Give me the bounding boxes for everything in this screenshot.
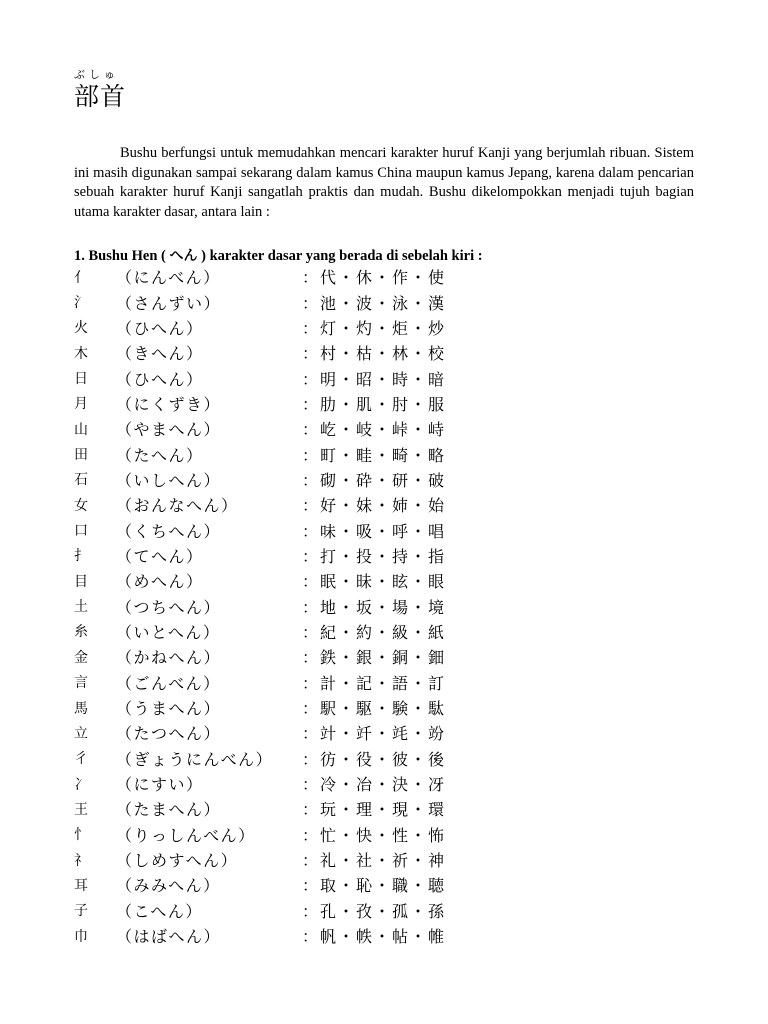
radical-symbol: 日 <box>74 371 88 388</box>
radical-symbol: 亻 <box>74 269 88 286</box>
radical-row <box>74 441 714 466</box>
example-kanji: 屹・岐・峠・峙 <box>320 420 447 440</box>
radical-row <box>74 847 714 872</box>
radical-reading: （つちへん） <box>116 597 222 617</box>
row-colon: ： <box>302 546 319 566</box>
radical-row <box>74 695 714 720</box>
row-colon: ： <box>302 572 319 592</box>
radical-symbol: 彳 <box>74 751 88 768</box>
example-kanji: 冷・冶・決・冴 <box>320 775 447 795</box>
radical-row <box>74 898 714 923</box>
radical-row <box>74 315 714 340</box>
example-kanji: 地・坂・場・境 <box>320 597 447 617</box>
radical-row <box>74 771 714 796</box>
example-kanji: 代・休・作・使 <box>320 268 447 288</box>
radical-reading: （しめすへん） <box>116 851 239 871</box>
row-colon: ： <box>302 724 319 744</box>
row-colon: ： <box>302 800 319 820</box>
section-heading-suffix: ) karakter dasar yang berada di sebelah kiri : <box>197 248 483 264</box>
example-kanji: 計・記・語・訂 <box>320 673 447 693</box>
radical-reading: （ごんべん） <box>116 673 221 693</box>
row-colon: ： <box>302 445 319 465</box>
title-furigana: ぶしゅ <box>74 68 119 81</box>
radical-reading: （りっしんべん） <box>116 825 256 845</box>
radical-row <box>74 644 714 669</box>
example-kanji: 帆・帙・帖・帷 <box>320 927 447 947</box>
radical-row <box>74 365 714 390</box>
radical-reading: （ひへん） <box>116 369 204 389</box>
title-block <box>74 68 126 112</box>
radical-symbol: 耳 <box>74 877 88 894</box>
radical-reading: （たまへん） <box>116 800 222 820</box>
radical-symbol: 山 <box>74 421 88 438</box>
radical-row <box>74 517 714 542</box>
row-colon: ： <box>302 496 319 516</box>
radical-reading: （はばへん） <box>116 927 222 947</box>
radical-row <box>74 340 714 365</box>
radical-row <box>74 593 714 618</box>
section-heading <box>74 245 483 265</box>
row-colon: ： <box>302 521 319 541</box>
row-colon: ： <box>302 622 319 642</box>
radical-row <box>74 872 714 897</box>
row-colon: ： <box>302 876 319 896</box>
radical-reading: （いとへん） <box>116 622 221 642</box>
radical-reading: （ぎょうにんべん） <box>116 749 274 769</box>
radical-reading: （さんずい） <box>116 293 222 313</box>
radical-row <box>74 923 714 948</box>
radical-row <box>74 796 714 821</box>
radical-reading: （にんべん） <box>116 268 221 288</box>
radical-reading: （たへん） <box>116 445 204 465</box>
row-colon: ： <box>302 268 319 288</box>
radical-symbol: 目 <box>74 573 88 590</box>
example-kanji: 打・投・持・指 <box>320 546 447 566</box>
radical-symbol: 口 <box>74 523 88 540</box>
row-colon: ： <box>302 901 319 921</box>
example-kanji: 村・枯・林・校 <box>320 344 447 364</box>
example-kanji: 肋・肌・肘・服 <box>320 394 447 414</box>
row-colon: ： <box>302 344 319 364</box>
radical-row <box>74 289 714 314</box>
radical-reading: （くちへん） <box>116 521 222 541</box>
radical-reading: （やまへん） <box>116 420 222 440</box>
radical-symbol: 扌 <box>74 548 88 565</box>
radical-row <box>74 746 714 771</box>
radical-reading: （たつへん） <box>116 724 222 744</box>
radical-reading: （かねへん） <box>116 648 222 668</box>
example-kanji: 竍・竏・竓・竕 <box>320 724 447 744</box>
radical-reading: （ひへん） <box>116 318 204 338</box>
radical-reading: （にすい） <box>116 775 204 795</box>
radical-symbol: 金 <box>74 649 88 666</box>
radical-symbol: 礻 <box>74 852 88 869</box>
example-kanji: 町・畦・畸・略 <box>320 445 447 465</box>
radical-symbol: 馬 <box>74 700 88 717</box>
radical-row <box>74 619 714 644</box>
section-heading-prefix: 1. Bushu Hen ( <box>74 248 170 264</box>
example-kanji: 礼・社・祈・神 <box>320 851 447 871</box>
row-colon: ： <box>302 318 319 338</box>
radical-list <box>74 264 714 948</box>
radical-reading: （にくずき） <box>116 394 222 414</box>
radical-row <box>74 416 714 441</box>
row-colon: ： <box>302 293 319 313</box>
radical-symbol: 言 <box>74 675 88 692</box>
radical-reading: （いしへん） <box>116 470 222 490</box>
radical-row <box>74 568 714 593</box>
radical-row <box>74 492 714 517</box>
radical-row <box>74 264 714 289</box>
example-kanji: 駅・駆・験・駄 <box>320 699 447 719</box>
row-colon: ： <box>302 825 319 845</box>
radical-reading: （うまへん） <box>116 699 222 719</box>
example-kanji: 取・恥・職・聴 <box>320 876 447 896</box>
section-heading-kana: へん <box>169 248 198 264</box>
example-kanji: 明・昭・時・暗 <box>320 369 447 389</box>
radical-row <box>74 822 714 847</box>
intro-paragraph: Bushu berfungsi untuk memudahkan mencari karakter huruf Kanji yang berjumlah ribuan. Sistem ini masih digunakan sampai sekarang dalam kamus China maupun kamus Jepang, karena dalam pencarian sebuah karakter huruf Kanji sangatlah praktis dan mudah. Bushu dikelompokkan menjadi tujuh bagian utama karakter dasar, antara lain : <box>74 145 694 220</box>
row-colon: ： <box>302 851 319 871</box>
page-title: 部首 <box>74 82 127 111</box>
row-colon: ： <box>302 775 319 795</box>
radical-symbol: 忄 <box>74 827 88 844</box>
row-colon: ： <box>302 369 319 389</box>
example-kanji: 眠・昧・眩・眼 <box>320 572 447 592</box>
radical-symbol: 立 <box>74 725 88 742</box>
row-colon: ： <box>302 597 319 617</box>
example-kanji: 灯・灼・炬・炒 <box>320 318 447 338</box>
radical-symbol: 女 <box>74 497 88 514</box>
radical-reading: （おんなへん） <box>116 496 239 516</box>
radical-row <box>74 467 714 492</box>
radical-symbol: 氵 <box>74 295 88 312</box>
radical-symbol: 巾 <box>74 928 88 945</box>
radical-reading: （めへん） <box>116 572 204 592</box>
radical-symbol: 冫 <box>74 776 88 793</box>
radical-symbol: 石 <box>74 472 88 489</box>
radical-symbol: 田 <box>74 447 88 464</box>
row-colon: ： <box>302 699 319 719</box>
example-kanji: 砌・砕・研・破 <box>320 470 447 490</box>
example-kanji: 孔・孜・孤・孫 <box>320 901 447 921</box>
example-kanji: 味・吸・呼・唱 <box>320 521 447 541</box>
row-colon: ： <box>302 394 319 414</box>
example-kanji: 玩・理・現・環 <box>320 800 447 820</box>
radical-row <box>74 543 714 568</box>
example-kanji: 紀・約・級・紙 <box>320 622 447 642</box>
example-kanji: 池・波・泳・漢 <box>320 293 447 313</box>
radical-reading: （こへん） <box>116 901 203 921</box>
radical-reading: （てへん） <box>116 546 204 566</box>
radical-symbol: 糸 <box>74 624 88 641</box>
radical-row <box>74 720 714 745</box>
radical-row <box>74 391 714 416</box>
example-kanji: 好・妹・姉・始 <box>320 496 447 516</box>
row-colon: ： <box>302 470 319 490</box>
row-colon: ： <box>302 927 319 947</box>
radical-symbol: 王 <box>74 801 88 818</box>
radical-row <box>74 670 714 695</box>
example-kanji: 鉄・銀・銅・鈿 <box>320 648 447 668</box>
example-kanji: 忙・快・性・怖 <box>320 825 447 845</box>
radical-reading: （みみへん） <box>116 876 221 896</box>
row-colon: ： <box>302 420 319 440</box>
row-colon: ： <box>302 673 319 693</box>
radical-symbol: 土 <box>74 599 88 616</box>
radical-symbol: 月 <box>74 396 88 413</box>
radical-reading: （きへん） <box>116 344 204 364</box>
row-colon: ： <box>302 749 319 769</box>
radical-symbol: 子 <box>74 903 88 920</box>
row-colon: ： <box>302 648 319 668</box>
radical-symbol: 火 <box>74 320 88 337</box>
example-kanji: 彷・役・彼・後 <box>320 749 447 769</box>
radical-symbol: 木 <box>74 345 88 362</box>
